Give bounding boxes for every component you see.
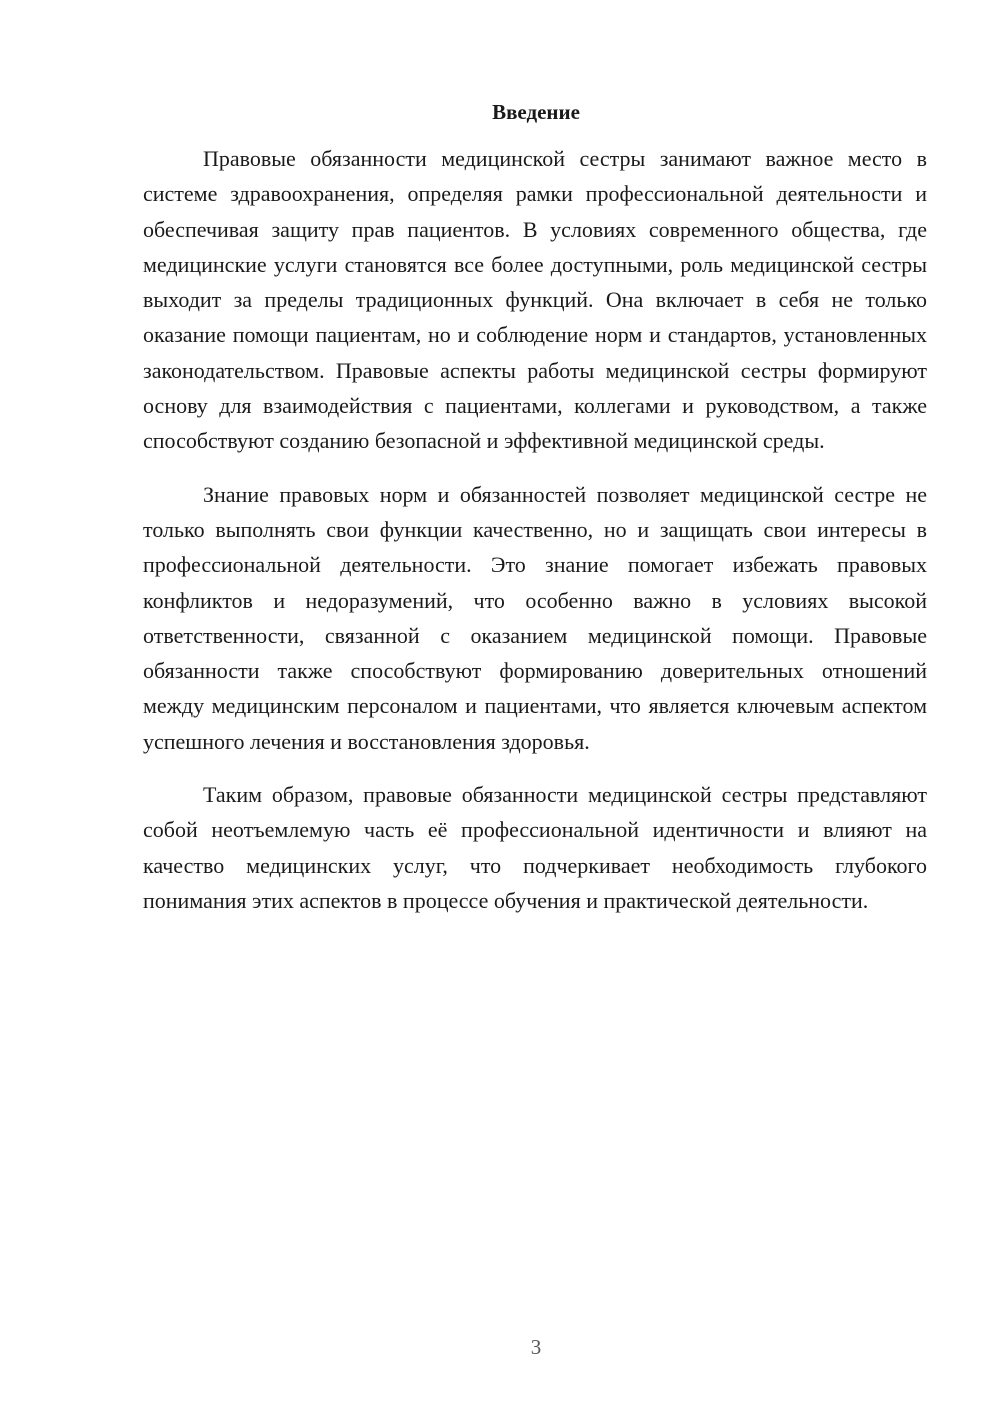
paragraph-3: Таким образом, правовые обязанности медицинской сестры представляют собой неотъемлемую часть её профессиональной идентичности и влияют на качество медицинских услуг, что подчеркивает необходимость глубокого понимания этих аспектов в процессе обучения и практической деятельности. xyxy=(143,782,927,913)
paragraph-1: Правовые обязанности медицинской сестры занимают важное место в системе здравоохранения, определяя рамки профессиональной деятельности и обеспечивая защиту прав пациентов. В условиях современного общества, где медицинские услуги становятся все более доступными, роль медицинской сестры выходит за пределы традиционных функций. Она включает в себя не только оказание помощи пациентам, но и соблюдение норм и стандартов, установленных законодательством. Правовые аспекты работы медицинской сестры формируют основу для взаимодействия с пациентами, коллегами и руководством, а также способствуют созданию безопасной и эффективной медицинской среды. xyxy=(143,146,927,454)
paragraph-2: Знание правовых норм и обязанностей позволяет медицинской сестре не только выполнять свои функции качественно, но и защищать свои интересы в профессиональной деятельности. Это знание помогает избежать правовых конфликтов и недоразумений, что особенно важно в условиях высокой ответственности, связанной с оказанием медицинской помощи. Правовые обязанности также способствуют формированию доверительных отношений между медицинским персоналом и пациентами, что является ключевым аспектом успешного лечения и восстановления здоровья. xyxy=(143,481,927,754)
page-number: 3 xyxy=(530,1335,542,1359)
section-heading: Введение xyxy=(492,100,580,124)
body-text xyxy=(143,141,927,936)
